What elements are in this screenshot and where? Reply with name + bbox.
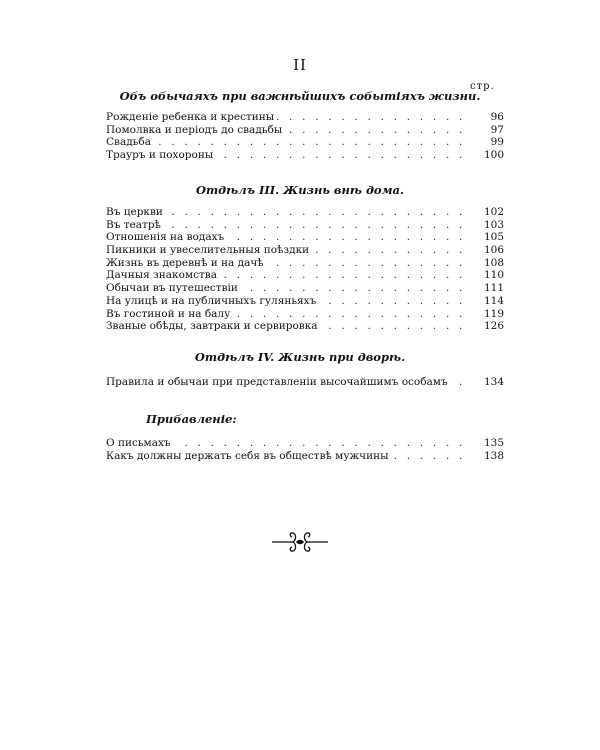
section-title-life-events: Объ обычаяхъ при важнѣйшихъ событіяхъ жизни.: [119, 89, 481, 103]
toc-section-life-outside-home: [106, 206, 504, 333]
toc-entry-label: Обычаи въ путешествіи: [106, 282, 241, 294]
section-title-life-outside-home: Отдѣлъ III. Жизнь внѣ дома.: [195, 183, 404, 197]
toc-entry-page: 102: [470, 206, 504, 219]
toc-entry: [106, 149, 504, 162]
toc-entry-page: 100: [470, 149, 504, 162]
toc-entry: [106, 136, 504, 149]
toc-entry-page: 114: [470, 295, 504, 308]
toc-entry-label: Помолвка и періодъ до свадьбы: [106, 124, 285, 136]
toc-entry: [106, 308, 504, 321]
toc-section-life-events: [106, 111, 504, 162]
toc-entry-label: Пикники и увеселительныя поѣздки: [106, 244, 312, 256]
toc-entry-label: О письмахъ: [106, 437, 174, 449]
toc-entry-page: 103: [470, 219, 504, 232]
toc-entry-label: Правила и обычаи при представленіи высочайшимъ особамъ: [106, 376, 451, 388]
toc-entry: [106, 244, 504, 257]
toc-entry-page: 106: [470, 244, 504, 257]
toc-entry-label: Дачныя знакомства: [106, 269, 220, 281]
toc-entry-label: Жизнь въ деревнѣ и на дачѣ: [106, 257, 267, 269]
toc-entry-page: 105: [470, 231, 504, 244]
toc-entry: [106, 437, 504, 450]
dot-leader: [106, 136, 468, 149]
toc-entry: [106, 219, 504, 232]
toc-entry: [106, 231, 504, 244]
toc-entry: [106, 320, 504, 333]
toc-entry-label: Какъ должны держать себя въ обществѣ мужчины: [106, 450, 391, 462]
section-title-appendix: Прибавленіе:: [146, 412, 237, 426]
toc-entry: [106, 124, 504, 137]
toc-entry-label: Свадьба: [106, 136, 154, 148]
toc-entry: [106, 111, 504, 124]
toc-entry-page: 138: [470, 450, 504, 463]
toc-entry-page: 96: [470, 111, 504, 124]
toc-entry: [106, 295, 504, 308]
toc-entry-page: 134: [470, 376, 504, 389]
toc-entry-label: На улицѣ и на публичныхъ гуляньяхъ: [106, 295, 319, 307]
toc-entry-page: 126: [470, 320, 504, 333]
toc-entry-label: Званые обѣды, завтраки и сервировка: [106, 320, 321, 332]
toc-entry: [106, 257, 504, 270]
section-title-court-life: Отдѣлъ IV. Жизнь при дворѣ.: [194, 350, 406, 364]
toc-entry: [106, 269, 504, 282]
toc-entry-page: 110: [470, 269, 504, 282]
toc-section-court-life: [106, 376, 504, 389]
toc-entry: [106, 376, 504, 389]
toc-entry: [106, 450, 504, 463]
toc-entry-page: 119: [470, 308, 504, 321]
toc-entry: [106, 282, 504, 295]
toc-entry-page: 108: [470, 257, 504, 270]
toc-section-appendix: [106, 437, 504, 462]
toc-entry-label: Въ церкви: [106, 206, 166, 218]
page-column-label: стр.: [470, 81, 495, 92]
toc-entry-page: 97: [470, 124, 504, 137]
toc-entry-page: 99: [470, 136, 504, 149]
ornament-flourish-icon: [268, 528, 332, 556]
toc-entry-page: 111: [470, 282, 504, 295]
page-number: II: [293, 56, 307, 74]
toc-entry-label: Рожденіе ребенка и крестины: [106, 111, 277, 123]
toc-entry-label: Отношенія на водахъ: [106, 231, 227, 243]
toc-entry-label: Въ гостиной и на балу: [106, 308, 233, 320]
toc-entry-label: Въ театрѣ: [106, 219, 164, 231]
toc-entry: [106, 206, 504, 219]
toc-entry-label: Трауръ и похороны: [106, 149, 216, 161]
toc-entry-page: 135: [470, 437, 504, 450]
